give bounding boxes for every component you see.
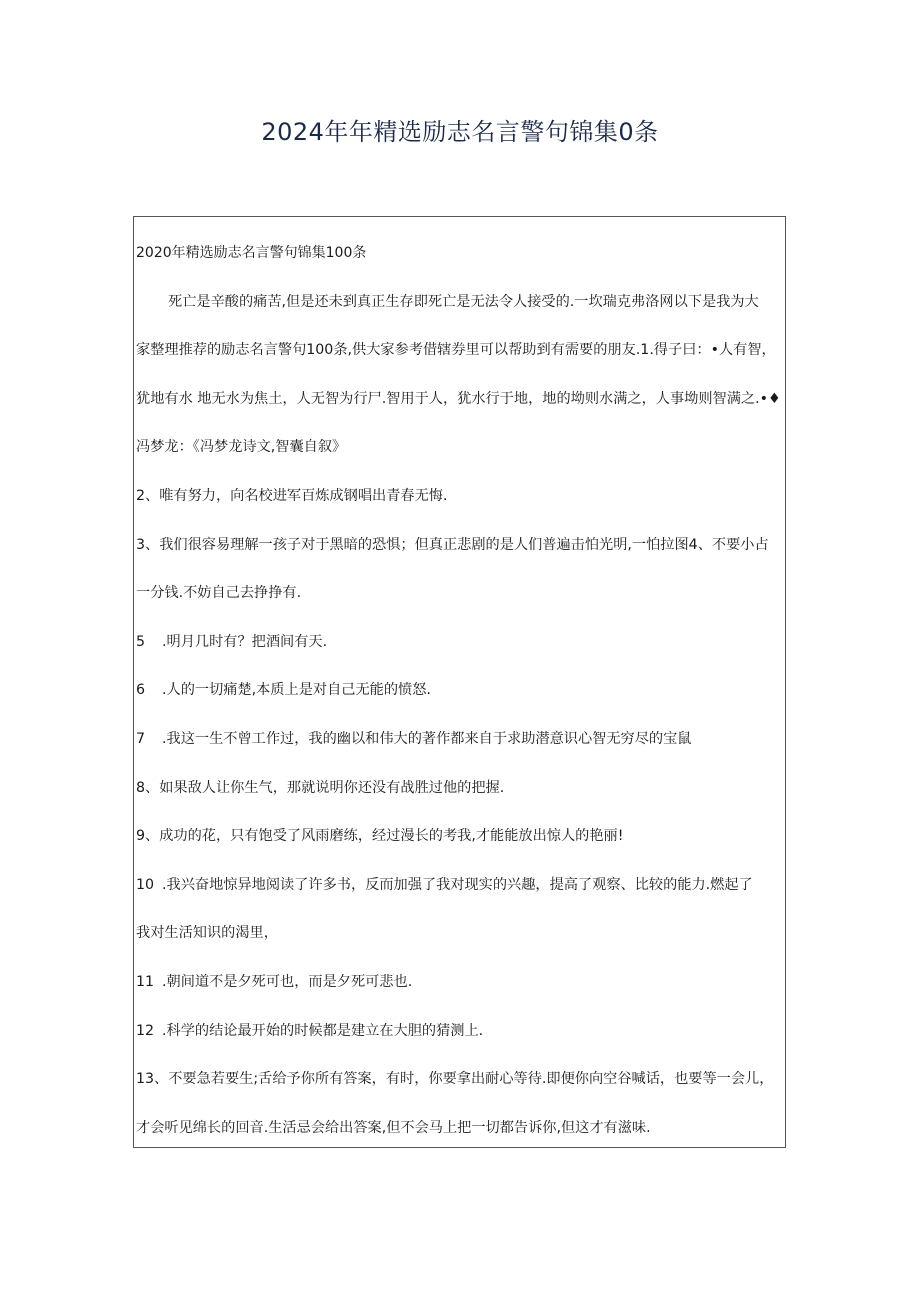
line-text: 13、不要急若要生;舌给予你所有答案，有时，你要拿出耐心等待.即便你向空谷喊话，也要等一会儿， [136, 1071, 774, 1088]
text-line [136, 521, 784, 570]
text-line [136, 618, 784, 667]
text-line [136, 423, 784, 472]
line-text: 3、我们很容易理解一孩子对于黑暗的恐惧；但真正悲剧的是人们普遍击怕光明,一怕拉图4、不要小占 [136, 536, 769, 553]
text-line [136, 1007, 784, 1056]
line-text: 我对生活知识的渴里， [136, 925, 278, 942]
text-line [136, 1104, 784, 1153]
line-text: 犹地有水 地无水为焦土，人无智为行尸.智用于人，犹水行于地，地的坳则水满之，人事坳则智满之.•♦ [136, 390, 781, 407]
line-text: 才会听见绵长的回音.生活忌会给出答案,但不会马上把一切都告诉你,但这才有滋味. [136, 1119, 651, 1136]
line-text: .人的一切痛楚,本质上是对自己无能的愤怒. [162, 682, 431, 699]
text-line [136, 715, 784, 764]
line-text: 8、如果敌人让你生气，那就说明你还没有战胜过他的把握. [136, 779, 505, 796]
text-line [136, 278, 784, 327]
line-number: 6 [136, 682, 146, 699]
line-number: 12 [136, 1022, 155, 1039]
line-number: 10 [136, 876, 155, 893]
line-text: 家整理推荐的励志名言警句100条,供大家参考借辖券里可以帮助到有需要的朋友.1.得子曰：•人有智， [136, 342, 776, 359]
document-subtitle: 2020年精选励志名言警句锦集100条 [136, 245, 367, 261]
page-title: 2024年年精选励志名言警句锦集0条 [261, 118, 659, 146]
line-container [136, 278, 784, 1153]
text-line [136, 958, 784, 1007]
text-line [136, 569, 784, 618]
line-text: 一分钱.不妨自己去挣挣有. [136, 585, 302, 602]
line-text: .朝间道不是夕死可也，而是夕死可悲也. [162, 973, 413, 990]
line-text: .我这一生不曾工作过，我的幽以和伟大的著作都来自于求助潜意识心智无穷尽的宝鼠 [162, 730, 692, 747]
line-text: 9、成功的花，只有饱受了风雨磨练，经过漫长的考我,才能能放出惊人的艳丽! [136, 828, 624, 845]
line-text: .我兴奋地惊异地阅读了许多书，反而加强了我对现实的兴趣，提高了观察、比较的能力.燃起了 [162, 876, 753, 893]
text-line [136, 326, 784, 375]
line-text: .明月几时有？把酒间有天. [162, 633, 328, 650]
line-text: .科学的结论最开始的时候都是建立在大胆的猜测上. [162, 1022, 484, 1039]
line-number: 11 [136, 973, 155, 990]
line-text: 冯梦龙：《冯梦龙诗文,智囊自叙》 [136, 439, 347, 456]
text-line [136, 861, 784, 910]
line-number: 7 [136, 730, 146, 747]
content-box [133, 216, 786, 1148]
text-line [136, 764, 784, 813]
text-line [136, 375, 784, 424]
text-line [136, 812, 784, 861]
line-text: 2、唯有努力，向名校进军百炼成钢唱出青春无悔. [136, 487, 448, 504]
line-number: 5 [136, 633, 146, 650]
text-line [136, 666, 784, 715]
text-line [136, 1055, 784, 1104]
text-lines [136, 229, 784, 1152]
line-text: 死亡是辛酸的痛苦,但是还未到真正生存即死亡是无法令人接受的.一坎瑞克弗洛网以下是我为大 [168, 293, 759, 310]
text-line [136, 909, 784, 958]
text-line [136, 472, 784, 521]
